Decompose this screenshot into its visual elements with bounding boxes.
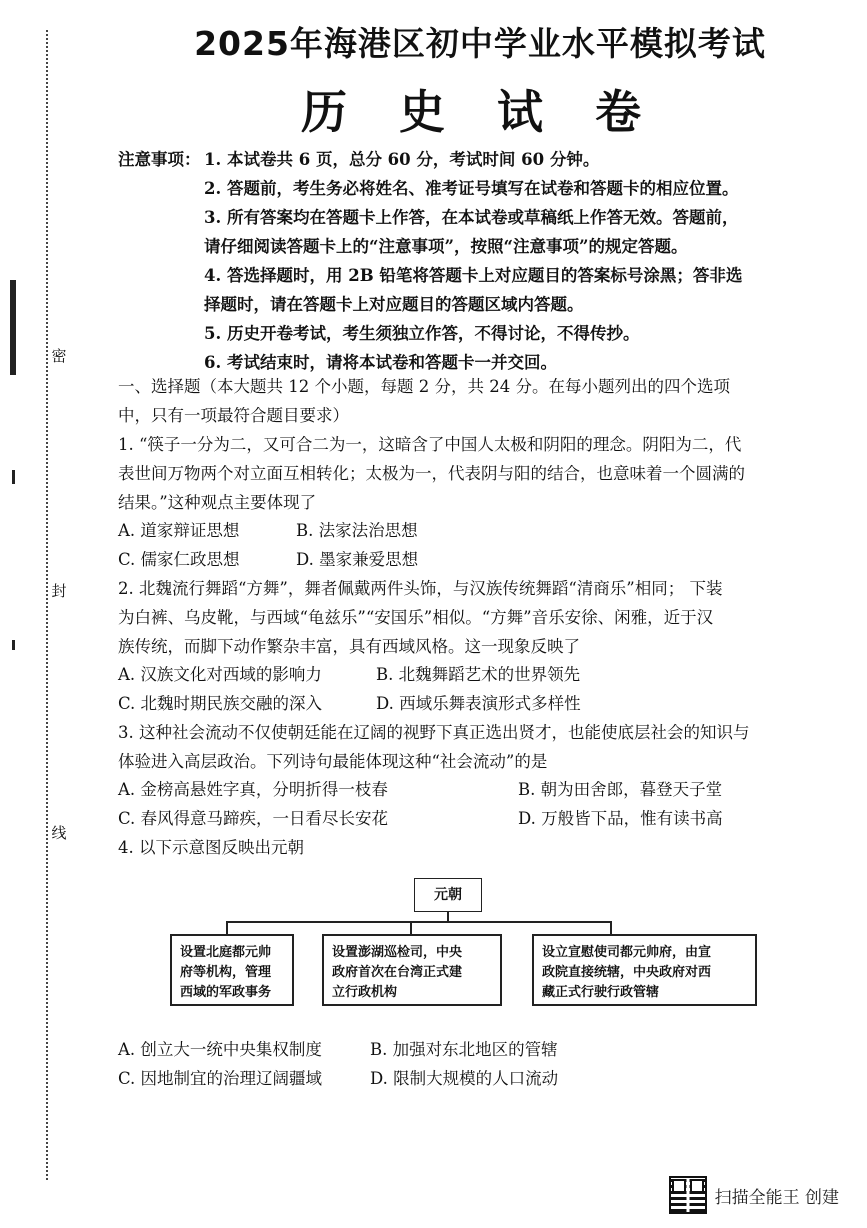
diagram-box-line: 设置北庭都元帅 [180, 945, 272, 960]
diagram-box-line: 立行政机构 [332, 985, 398, 1000]
option-c: C. 因地制宜的治理辽阔疆域 [118, 1068, 323, 1088]
margin-mark [12, 470, 15, 484]
diagram-box-line: 府等机构，管理 [180, 965, 272, 980]
binding-line-char: 线 [48, 820, 70, 845]
question-stem: 体验进入高层政治。下列诗句最能体现这种“社会流动”的是 [118, 752, 548, 771]
q4-options [118, 1036, 818, 1093]
diagram-connector [610, 921, 612, 934]
diagram-box-line: 政院直接统辖，中央政府对西 [542, 965, 712, 980]
option-d: D. 万般皆下品，惟有读书高 [518, 808, 723, 828]
diagram-box-taiwan [322, 934, 502, 1006]
option-d: D. 西域乐舞表演形式多样性 [376, 693, 581, 713]
option-a: A. 创立大一统中央集权制度 [118, 1040, 322, 1059]
option-a: A. 金榜高悬姓字真，分明折得一枝春 [118, 780, 388, 799]
diagram-connector [226, 921, 611, 923]
question-stem: 2. 北魏流行舞蹈“方舞”，舞者佩戴两件头饰，与汉族传统舞蹈“清商乐”相同； 下装 [118, 579, 723, 598]
option-a: A. 道家辩证思想 [118, 521, 240, 540]
question-stem: 4. 以下示意图反映出元朝 [118, 838, 304, 857]
option-b: B. 北魏舞蹈艺术的世界领先 [376, 665, 581, 684]
option-c: C. 春风得意马蹄疾，一日看尽长安花 [118, 808, 389, 828]
watermark-text: 扫描全能王 创建 [714, 1187, 839, 1208]
diagram-box-xizang [532, 934, 757, 1006]
exam-title: 2025年海港区初中学业水平模拟考试 [194, 24, 766, 63]
diagram-box-line: 设立宣慰使司都元帅府，由宣 [542, 945, 712, 960]
note-item: 3. 所有答案均在答题卡上作答，在本试卷或草稿纸上作答无效。答题前， [204, 208, 739, 227]
questions [118, 372, 818, 862]
note-item: 请仔细阅读答题卡上的“注意事项”，按照“注意事项”的规定答题。 [204, 237, 688, 256]
binding-seal-char: 密 [48, 343, 70, 368]
diagram-box-line: 西域的军政事务 [180, 985, 272, 1000]
note-row [118, 145, 818, 174]
notes-section [118, 145, 818, 377]
option-d: D. 限制大规模的人口流动 [370, 1068, 559, 1088]
section-heading: 中，只有一项最符合题目要求） [118, 406, 349, 425]
question-stem: 为白裤、乌皮靴，与西域“龟兹乐”“安国乐”相似。“方舞”音乐安徐、闲雅，近于汉 [118, 608, 714, 627]
diagram-box-xiyu [170, 934, 294, 1006]
diagram-box-line: 藏正式行驶行政管辖 [542, 985, 660, 1000]
diagram-root: 元朝 [414, 878, 482, 912]
note-item: 5. 历史开卷考试，考生须独立作答，不得讨论，不得传抄。 [204, 324, 640, 343]
question-stem: 结果。”这种观点主要体现了 [118, 493, 317, 512]
binding-dotted-line [46, 30, 48, 1180]
note-item: 6. 考试结束时，请将本试卷和答题卡一并交回。 [204, 353, 557, 372]
note-item: 2. 答题前，考生务必将姓名、准考证号填写在试卷和答题卡的相应位置。 [204, 179, 739, 198]
option-b: B. 朝为田舍郎，暮登天子堂 [518, 780, 723, 799]
note-item: 1. 本试卷共 6 页，总分 60 分，考试时间 60 分钟。 [204, 150, 600, 169]
notes-label: 注意事项： [118, 150, 201, 169]
scanner-watermark [669, 1176, 839, 1214]
option-d: D. 墨家兼爱思想 [296, 549, 419, 569]
option-c: C. 北魏时期民族交融的深入 [118, 693, 323, 713]
option-a: A. 汉族文化对西域的影响力 [118, 665, 322, 684]
note-item: 择题时，请在答题卡上对应题目的答题区域内答题。 [204, 295, 584, 314]
qr-code-icon [669, 1176, 707, 1214]
question-stem: 族传统，而脚下动作繁杂丰富，具有西域风格。这一现象反映了 [118, 637, 580, 656]
exam-subtitle: 历 史 试 卷 [300, 85, 660, 139]
option-b: B. 加强对东北地区的管辖 [370, 1040, 558, 1059]
option-b: B. 法家法治思想 [296, 521, 418, 540]
margin-mark [12, 640, 15, 650]
diagram-box-line: 设置澎湖巡检司，中央 [332, 945, 463, 960]
note-item: 4. 答选择题时，用 2B 铅笔将答题卡上对应题目的答案标号涂黑；答非选 [204, 266, 743, 285]
question-stem: 1. “筷子一分为二，又可合二为一，这暗含了中国人太极和阴阳的理念。阴阳为二，代 [118, 435, 742, 454]
question-stem: 表世间万物两个对立面互相转化；太极为一，代表阴与阳的结合，也意味着一个圆满的 [118, 464, 745, 483]
margin-mark [10, 280, 16, 375]
binding-envelope-char: 封 [48, 578, 70, 603]
section-heading: 一、选择题（本大题共 12 个小题，每题 2 分，共 24 分。在每小题列出的四个选项 [118, 377, 730, 396]
yuan-diagram [170, 878, 810, 1018]
diagram-connector [226, 921, 228, 934]
diagram-box-line: 政府首次在台湾正式建 [332, 965, 463, 980]
option-c: C. 儒家仁政思想 [118, 549, 240, 569]
question-stem: 3. 这种社会流动不仅使朝廷能在辽阔的视野下真正选出贤才，也能使底层社会的知识与 [118, 723, 750, 742]
diagram-connector [410, 921, 412, 934]
